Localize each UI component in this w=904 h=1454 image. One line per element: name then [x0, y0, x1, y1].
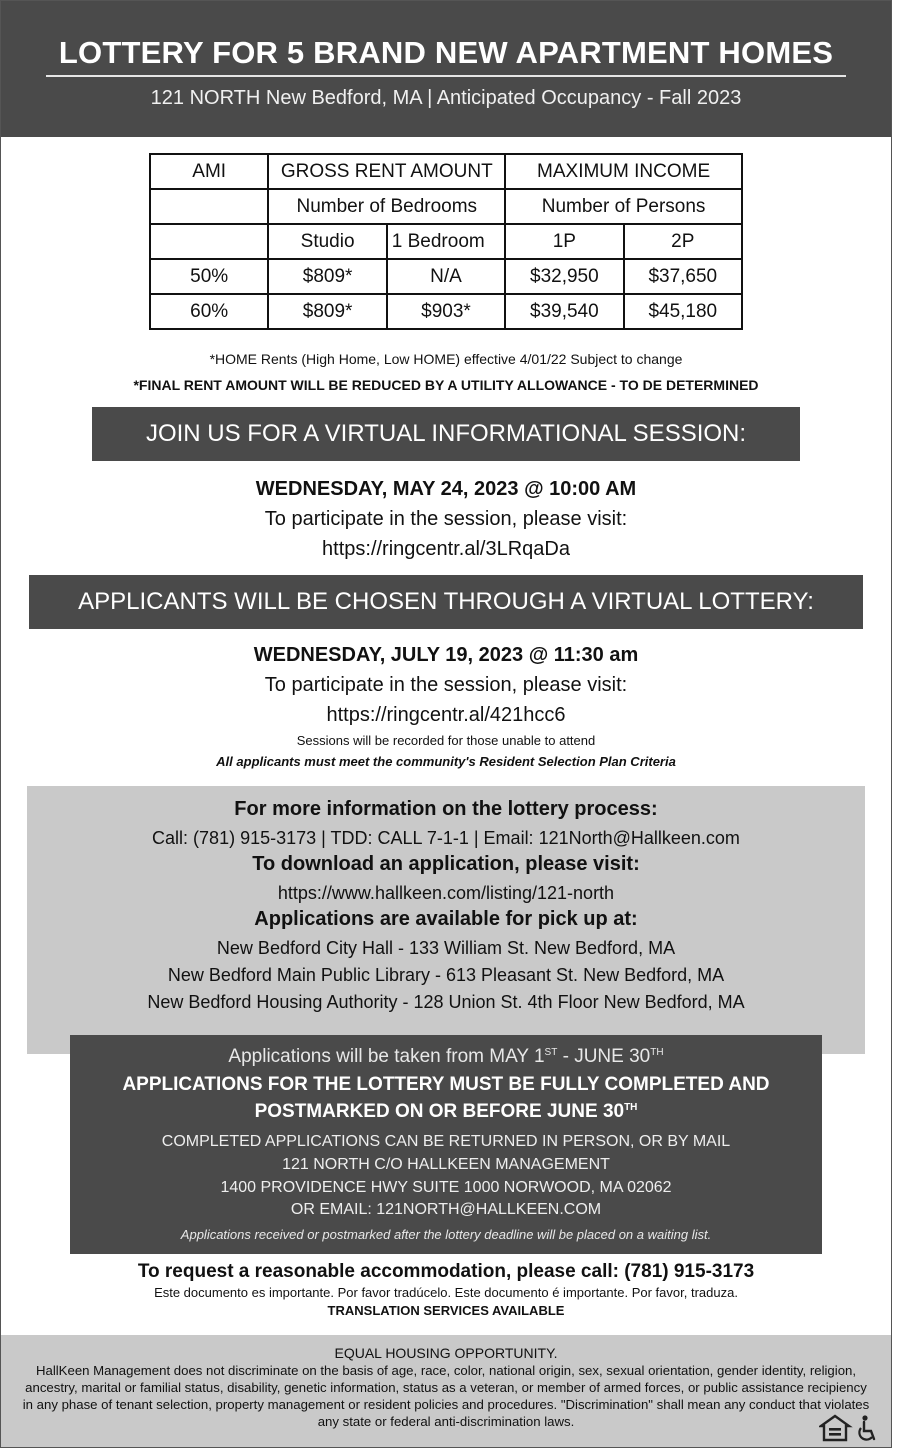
- table-subheader-row: [150, 224, 742, 259]
- header-1-bedroom: 1 Bedroom: [387, 224, 505, 259]
- late-applications-note: Applications received or postmarked after the lottery deadline will be placed on a waiting list.: [180, 1227, 712, 1242]
- recorded-note: Sessions will be recorded for those unable to attend: [296, 733, 596, 748]
- lottery-instructions: To participate in the session, please visit:: [264, 674, 628, 696]
- lottery-link[interactable]: https://ringcentr.al/421hcc6: [326, 704, 566, 726]
- pickup-heading: Applications are available for pick up at:: [254, 908, 638, 930]
- cell-2p-income: $37,650: [624, 259, 742, 294]
- application-period: Applications will be taken from MAY 1ST - JUNE 30TH: [228, 1046, 664, 1067]
- mail-address-line-2: 1400 PROVIDENCE HWY SUITE 1000 NORWOOD, MA 02062: [220, 1179, 672, 1196]
- home-rents-note: *HOME Rents (High Home, Low HOME) effective 4/01/22 Subject to change: [209, 351, 683, 367]
- rent-income-table: [149, 153, 743, 330]
- nondiscrimination-statement: HallKeen Management does not discriminate on the basis of age, race, color, national origin, sex, sexual orientation, gender identity, religion, ancestry, marital or familial status, disability, genetic information, status as a veteran, or member of armed forces, or public assistance recipiency in any phase of tenant selection, property management or resident policies and procedures. "Discrimination" shall mean any conduct that violates any state or federal anti-discrimination laws.: [22, 1363, 870, 1429]
- criteria-note: All applicants must meet the community's Resident Selection Plan Criteria: [216, 754, 676, 769]
- cell-2p-income: $45,180: [624, 294, 742, 329]
- cell-ami: 60%: [150, 294, 268, 329]
- header-studio: Studio: [268, 224, 386, 259]
- header-1p: 1P: [505, 224, 623, 259]
- session-link[interactable]: https://ringcentr.al/3LRqaDa: [322, 538, 570, 560]
- download-link[interactable]: https://www.hallkeen.com/listing/121-north: [277, 883, 615, 903]
- cell-studio-rent: $809*: [268, 259, 386, 294]
- equal-housing-heading: EQUAL HOUSING OPPORTUNITY.: [334, 1345, 558, 1361]
- lottery-date: WEDNESDAY, JULY 19, 2023 @ 11:30 am: [253, 644, 639, 666]
- header-bedrooms: Number of Bedrooms: [268, 189, 505, 224]
- empty-cell: [150, 189, 268, 224]
- more-info-heading: For more information on the lottery process:: [234, 798, 658, 820]
- deadline-panel: [70, 1035, 822, 1254]
- header-max-income: MAXIMUM INCOME: [505, 154, 742, 189]
- header-ami: AMI: [150, 154, 268, 189]
- page-title: LOTTERY FOR 5 BRAND NEW APARTMENT HOMES: [58, 35, 834, 70]
- session-date: WEDNESDAY, MAY 24, 2023 @ 10:00 AM: [255, 478, 637, 500]
- final-rent-note: *FINAL RENT AMOUNT WILL BE REDUCED BY A UTILITY ALLOWANCE - TO DE DETERMINED: [133, 377, 759, 393]
- table-subheader-row: [150, 189, 742, 224]
- footer-panel: [1, 1335, 891, 1447]
- deadline-line-1: APPLICATIONS FOR THE LOTTERY MUST BE FULLY COMPLETED AND: [122, 1074, 770, 1095]
- accommodation-request: To request a reasonable accommodation, please call: (781) 915-3173: [137, 1261, 755, 1282]
- header-gross-rent: GROSS RENT AMOUNT: [268, 154, 505, 189]
- mail-address-line-1: 121 NORTH C/O HALLKEEN MANAGEMENT: [282, 1156, 610, 1173]
- lottery-banner: APPLICANTS WILL BE CHOSEN THROUGH A VIRTUAL LOTTERY:: [29, 575, 863, 629]
- empty-cell: [150, 224, 268, 259]
- translation-services: TRANSLATION SERVICES AVAILABLE: [327, 1303, 565, 1318]
- accessibility-icon: [859, 1415, 874, 1439]
- cell-1p-income: $39,540: [505, 294, 623, 329]
- equal-housing-icon: [821, 1416, 849, 1440]
- table-header-row: [150, 154, 742, 189]
- info-panel: [27, 786, 865, 1054]
- cell-1bed-rent: N/A: [387, 259, 505, 294]
- return-instructions: COMPLETED APPLICATIONS CAN BE RETURNED IN PERSON, OR BY MAIL: [161, 1133, 731, 1150]
- cell-1bed-rent: $903*: [387, 294, 505, 329]
- pickup-location: New Bedford City Hall - 133 William St. New Bedford, MA: [216, 938, 676, 958]
- cell-ami: 50%: [150, 259, 268, 294]
- translation-notice: Este documento es importante. Por favor tradúcelo. Este documento é importante. Por favor, traduza.: [154, 1285, 738, 1300]
- session-banner: JOIN US FOR A VIRTUAL INFORMATIONAL SESSION:: [92, 407, 800, 461]
- cell-1p-income: $32,950: [505, 259, 623, 294]
- header-banner: [1, 1, 891, 137]
- cell-studio-rent: $809*: [268, 294, 386, 329]
- table-row: [150, 259, 742, 294]
- session-instructions: To participate in the session, please visit:: [264, 508, 628, 530]
- download-heading: To download an application, please visit:: [252, 853, 640, 875]
- table-row: [150, 294, 742, 329]
- footer-icons: [819, 1413, 889, 1443]
- header-divider: [46, 75, 846, 77]
- page-subtitle: 121 NORTH New Bedford, MA | Anticipated Occupancy - Fall 2023: [150, 87, 742, 109]
- return-email: OR EMAIL: 121NORTH@HALLKEEN.COM: [290, 1201, 602, 1218]
- deadline-line-2: POSTMARKED ON OR BEFORE JUNE 30TH: [254, 1101, 638, 1122]
- pickup-location: New Bedford Housing Authority - 128 Union St. 4th Floor New Bedford, MA: [147, 992, 745, 1012]
- pickup-location: New Bedford Main Public Library - 613 Pleasant St. New Bedford, MA: [167, 965, 725, 985]
- header-persons: Number of Persons: [505, 189, 742, 224]
- contact-line: Call: (781) 915-3173 | TDD: CALL 7-1-1 | Email: 121North@Hallkeen.com: [152, 828, 740, 848]
- header-2p: 2P: [624, 224, 742, 259]
